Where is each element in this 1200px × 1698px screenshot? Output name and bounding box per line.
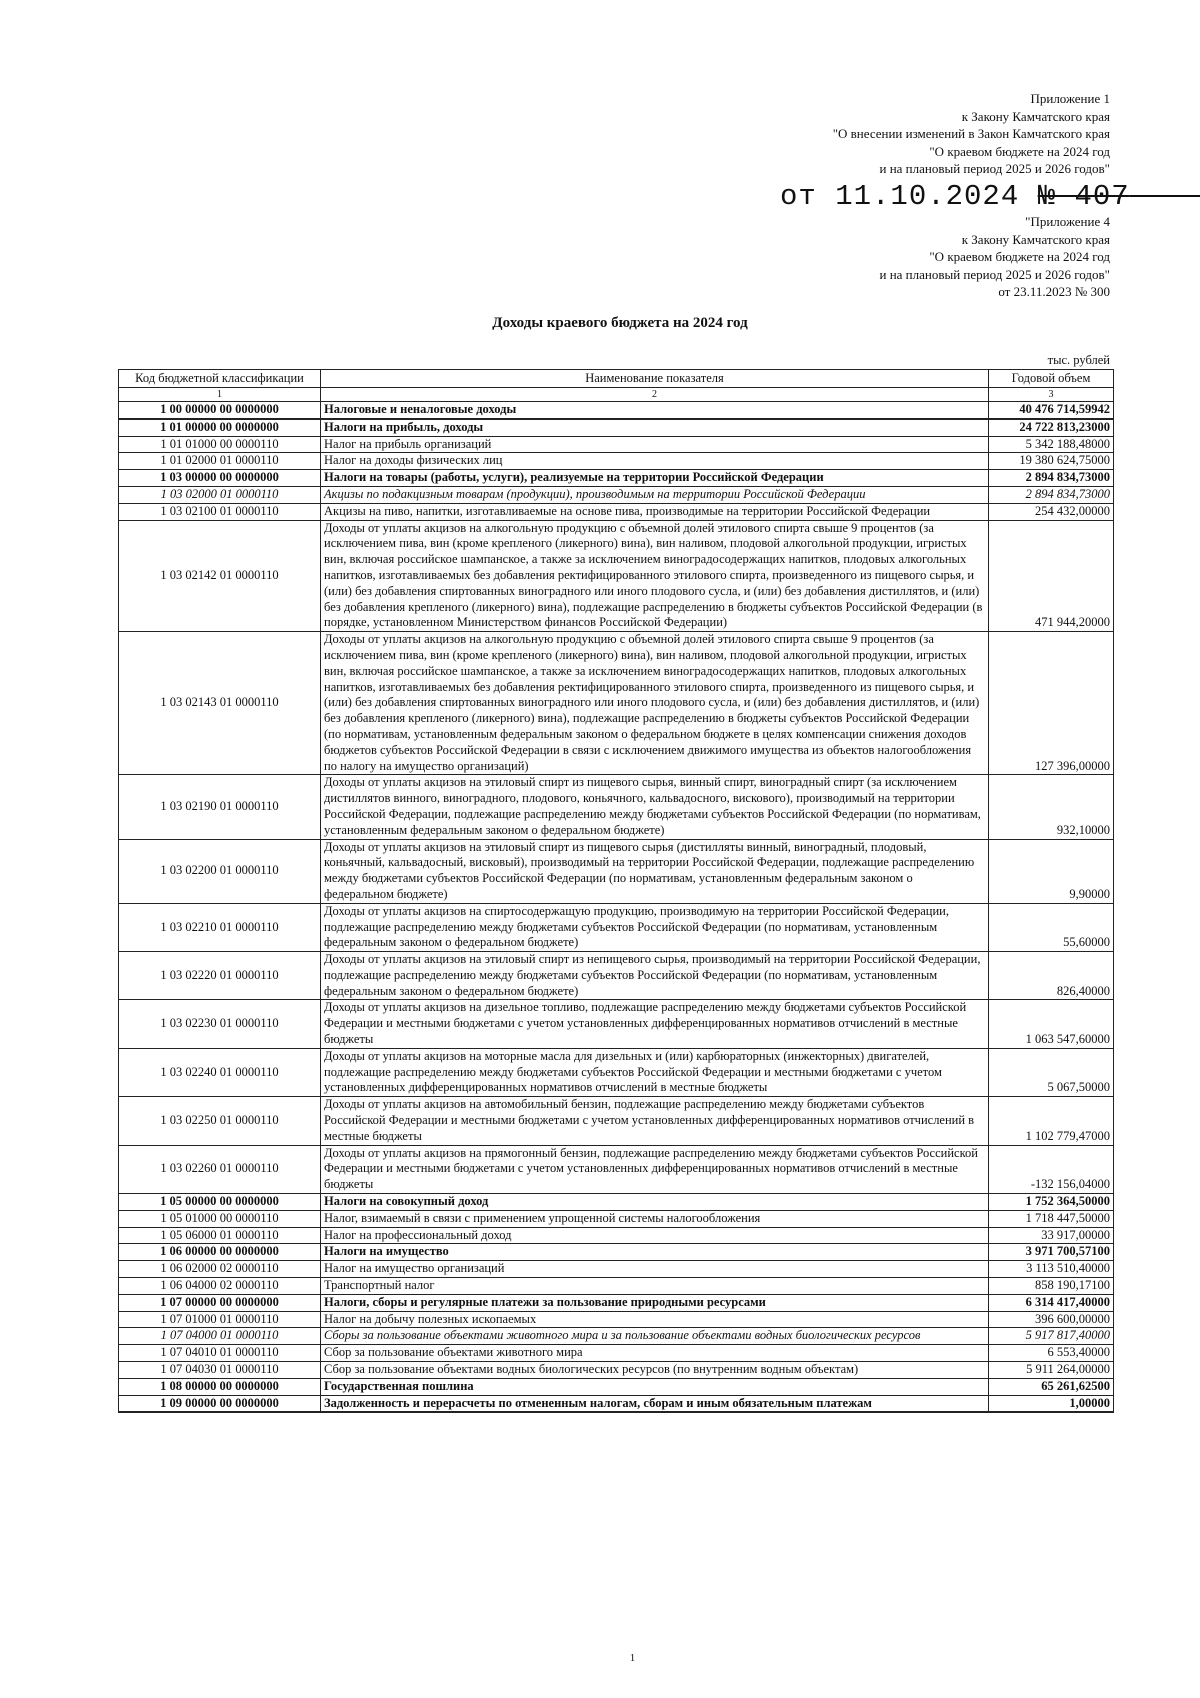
row-value: 65 261,62500 — [989, 1378, 1114, 1395]
table-row — [119, 503, 1114, 520]
table-row — [119, 419, 1114, 436]
table-header-row — [119, 370, 1114, 388]
table-row — [119, 1048, 1114, 1096]
table-row — [119, 952, 1114, 1000]
row-value: 1,00000 — [989, 1395, 1114, 1412]
header-line: Приложение 1 — [1030, 91, 1110, 106]
row-name: Задолженность и перерасчеты по отмененным налогам, сборам и иным обязательным платежам — [321, 1395, 989, 1412]
row-code: 1 03 02190 01 0000110 — [119, 775, 321, 839]
row-code: 1 01 01000 00 0000110 — [119, 436, 321, 453]
stamp-date: от 11.10.2024 — [780, 180, 1020, 213]
row-value: 1 102 779,47000 — [989, 1097, 1114, 1145]
table-row — [119, 1395, 1114, 1412]
row-name: Доходы от уплаты акцизов на автомобильный бензин, подлежащие распределению между бюджетами субъектов Российской Федерации и местными бюджетами с учетом установленных дифференцированных нормативов отчислений в местные бюджеты — [321, 1097, 989, 1145]
table-row — [119, 775, 1114, 839]
row-code: 1 06 02000 02 0000110 — [119, 1261, 321, 1278]
row-code: 1 03 02100 01 0000110 — [119, 503, 321, 520]
table-row — [119, 903, 1114, 951]
row-code: 1 03 02000 01 0000110 — [119, 486, 321, 503]
table-row — [119, 1362, 1114, 1379]
row-value: 1 063 547,60000 — [989, 1000, 1114, 1048]
row-name: Налог, взимаемый в связи с применением упрощенной системы налогообложения — [321, 1210, 989, 1227]
column-number: 3 — [989, 388, 1114, 402]
row-name: Налог на имущество организаций — [321, 1261, 989, 1278]
row-code: 1 07 00000 00 0000000 — [119, 1294, 321, 1311]
table-row — [119, 1261, 1114, 1278]
row-name: Доходы от уплаты акцизов на спиртосодержащую продукцию, производимую на территории Российской Федерации, подлежащие распределению между бюджетами субъектов Российской Федерации (по нормативам, установленным федеральным законом о федеральном бюджете) — [321, 903, 989, 951]
row-value: 858 190,17100 — [989, 1278, 1114, 1295]
column-number: 1 — [119, 388, 321, 402]
row-name: Доходы от уплаты акцизов на алкогольную продукцию с объемной долей этилового спирта свыше 9 процентов (за исключением пива, вин (кроме крепленого (ликерного) вина), вин наливом, плодовой алкогольной продукции, игристых вин, включая российское шампанское, а также за исключением виноградосодержащих напитков, плодовых алкогольных напитков, изготавливаемых без добавления ректифицированного этилового спирта, произведенного из пищевого сырья, и (или) без добавления спиртованных виноградного или иного плодового сусла, и (или) без добавления дистиллятов, и (или) без добавления крепленого (ликерного) вина), подлежащие распределению в бюджеты субъектов Российской Федерации (по нормативам, установленным федеральным законом о федеральном бюджете в целях компенсации снижения доходов бюджетов субъектов Российской Федерации в связи с исключением движимого имущества из объектов налогообложения по налогу на имущество организаций) — [321, 632, 989, 775]
row-value: 1 752 364,50000 — [989, 1194, 1114, 1211]
row-value: 5 911 264,00000 — [989, 1362, 1114, 1379]
row-name: Налоги на имущество — [321, 1244, 989, 1261]
date-stamp — [780, 180, 1200, 213]
header-line: к Закону Камчатского края — [961, 108, 1110, 124]
header-line: "О краевом бюджете на 2024 год — [929, 249, 1110, 264]
row-value: 1 718 447,50000 — [989, 1210, 1114, 1227]
table-row — [119, 436, 1114, 453]
row-value: 6 553,40000 — [989, 1345, 1114, 1362]
header-line: к Закону Камчатского края — [961, 231, 1110, 247]
row-name: Налоги на совокупный доход — [321, 1194, 989, 1211]
row-value: 127 396,00000 — [989, 632, 1114, 775]
stamp-strike-line — [1130, 180, 1200, 213]
row-code: 1 03 02250 01 0000110 — [119, 1097, 321, 1145]
row-name: Доходы от уплаты акцизов на этиловый спирт из непищевого сырья, производимый на территории Российской Федерации, подлежащие распределению между бюджетами субъектов Российской Федерации (по нормативам, установленным федеральным законом о федеральном бюджете) — [321, 952, 989, 1000]
row-name: Налоги на прибыль, доходы — [321, 419, 989, 436]
row-value: 2 894 834,73000 — [989, 486, 1114, 503]
table-row — [119, 1328, 1114, 1345]
row-name: Доходы от уплаты акцизов на дизельное топливо, подлежащие распределению между бюджетами субъектов Российской Федерации и местными бюджетами с учетом установленных дифференцированных нормативов отчислений в местные бюджеты — [321, 1000, 989, 1048]
row-name: Налог на добычу полезных ископаемых — [321, 1311, 989, 1328]
row-value: 396 600,00000 — [989, 1311, 1114, 1328]
row-name: Доходы от уплаты акцизов на прямогонный бензин, подлежащие распределению между бюджетами субъектов Российской Федерации и местными бюджетами с учетом установленных дифференцированных нормативов отчислений в местные бюджеты — [321, 1145, 989, 1193]
page-number: 1 — [629, 1652, 636, 1664]
budget-revenue-table — [118, 369, 1114, 1413]
row-name: Сбор за пользование объектами водных биологических ресурсов (по внутренним водным объектам) — [321, 1362, 989, 1379]
row-value: 55,60000 — [989, 903, 1114, 951]
row-code: 1 05 01000 00 0000110 — [119, 1210, 321, 1227]
row-value: 19 380 624,75000 — [989, 453, 1114, 470]
table-row — [119, 486, 1114, 503]
row-code: 1 01 00000 00 0000000 — [119, 419, 321, 436]
document-title: Доходы краевого бюджета на 2024 год — [492, 315, 748, 331]
row-code: 1 05 00000 00 0000000 — [119, 1194, 321, 1211]
table-row — [119, 1378, 1114, 1395]
header-line: от 23.11.2023 № 300 — [998, 284, 1110, 299]
row-code: 1 03 02142 01 0000110 — [119, 520, 321, 632]
row-value: 40 476 714,59942 — [989, 402, 1114, 419]
header-appendix-1 — [833, 90, 1110, 178]
header-line: и на плановый период 2025 и 2026 годов" — [879, 266, 1110, 282]
row-value: 254 432,00000 — [989, 503, 1114, 520]
header-line: и на плановый период 2025 и 2026 годов" — [879, 161, 1110, 176]
table-row — [119, 520, 1114, 632]
row-value: 5 067,50000 — [989, 1048, 1114, 1096]
row-name: Налог на прибыль организаций — [321, 436, 989, 453]
row-name: Доходы от уплаты акцизов на этиловый спирт из пищевого сырья (дистилляты винный, виноградный, плодовый, коньячный, кальвадосный, висковый), производимый на территории Российской Федерации, подлежащие распределению между бюджетами субъектов Российской Федерации (по нормативам, установленным федеральным законом о федеральном бюджете) — [321, 839, 989, 903]
unit-label: тыс. рублей — [1047, 353, 1110, 367]
table-row — [119, 402, 1114, 419]
row-value: 9,90000 — [989, 839, 1114, 903]
row-value: -132 156,04000 — [989, 1145, 1114, 1193]
row-value: 24 722 813,23000 — [989, 419, 1114, 436]
row-value: 3 113 510,40000 — [989, 1261, 1114, 1278]
row-name: Налоги на товары (работы, услуги), реализуемые на территории Российской Федерации — [321, 470, 989, 487]
row-code: 1 03 02220 01 0000110 — [119, 952, 321, 1000]
row-code: 1 07 04000 01 0000110 — [119, 1328, 321, 1345]
row-name: Налоги, сборы и регулярные платежи за пользование природными ресурсами — [321, 1294, 989, 1311]
header-value: Годовой объем — [989, 370, 1114, 388]
row-name: Акцизы по подакцизным товарам (продукции), производимым на территории Российской Федерации — [321, 486, 989, 503]
row-value: 826,40000 — [989, 952, 1114, 1000]
row-code: 1 00 00000 00 0000000 — [119, 402, 321, 419]
table-row — [119, 470, 1114, 487]
row-name: Налог на доходы физических лиц — [321, 453, 989, 470]
row-code: 1 05 06000 01 0000110 — [119, 1227, 321, 1244]
header-appendix-4 — [879, 213, 1110, 301]
row-code: 1 03 02240 01 0000110 — [119, 1048, 321, 1096]
row-code: 1 03 02210 01 0000110 — [119, 903, 321, 951]
row-value: 932,10000 — [989, 775, 1114, 839]
table-row — [119, 453, 1114, 470]
table-body — [119, 402, 1114, 1413]
row-name: Налог на профессиональный доход — [321, 1227, 989, 1244]
row-value: 5 917 817,40000 — [989, 1328, 1114, 1345]
row-code: 1 03 02143 01 0000110 — [119, 632, 321, 775]
row-code: 1 03 02200 01 0000110 — [119, 839, 321, 903]
table-row — [119, 1145, 1114, 1193]
row-code: 1 07 01000 01 0000110 — [119, 1311, 321, 1328]
table-row — [119, 1227, 1114, 1244]
row-name: Транспортный налог — [321, 1278, 989, 1295]
row-code: 1 03 02230 01 0000110 — [119, 1000, 321, 1048]
table-row — [119, 1311, 1114, 1328]
table-row — [119, 1345, 1114, 1362]
row-code: 1 08 00000 00 0000000 — [119, 1378, 321, 1395]
row-value: 6 314 417,40000 — [989, 1294, 1114, 1311]
row-value: 3 971 700,57100 — [989, 1244, 1114, 1261]
row-name: Доходы от уплаты акцизов на алкогольную продукцию с объемной долей этилового спирта свыше 9 процентов (за исключением пива, вин (кроме крепленого (ликерного) вина), вин наливом, плодовой алкогольной продукции, игристых вин, включая российское шампанское, а также за исключением виноградосодержащих напитков, плодовых алкогольных напитков, изготавливаемых без добавления ректифицированного этилового спирта, произведенного из пищевого сырья, и (или) без добавления спиртованных виноградного или иного плодового сусла, и (или) без добавления дистиллятов, и (или) без добавления крепленого (ликерного) вина), подлежащие распределению в бюджеты субъектов Российской Федерации (в порядке, установленном Министерством финансов Российской Федерации) — [321, 520, 989, 632]
row-name: Государственная пошлина — [321, 1378, 989, 1395]
row-code: 1 03 00000 00 0000000 — [119, 470, 321, 487]
row-name: Налоговые и неналоговые доходы — [321, 402, 989, 419]
column-number-row — [119, 388, 1114, 402]
table-row — [119, 1210, 1114, 1227]
row-name: Акцизы на пиво, напитки, изготавливаемые на основе пива, производимые на территории Российской Федерации — [321, 503, 989, 520]
header-line: "О краевом бюджете на 2024 год — [929, 143, 1110, 159]
table-row — [119, 1000, 1114, 1048]
table-row — [119, 1194, 1114, 1211]
row-code: 1 01 02000 01 0000110 — [119, 453, 321, 470]
table-row — [119, 1278, 1114, 1295]
row-code: 1 03 02260 01 0000110 — [119, 1145, 321, 1193]
stamp-number: № 407 — [1037, 180, 1130, 213]
row-name: Сбор за пользование объектами животного мира — [321, 1345, 989, 1362]
row-code: 1 06 00000 00 0000000 — [119, 1244, 321, 1261]
row-code: 1 07 04030 01 0000110 — [119, 1362, 321, 1379]
table-row — [119, 632, 1114, 775]
table-row — [119, 1244, 1114, 1261]
row-value: 5 342 188,48000 — [989, 436, 1114, 453]
row-name: Сборы за пользование объектами животного мира и за пользование объектами водных биологических ресурсов — [321, 1328, 989, 1345]
header-code: Код бюджетной классификации — [119, 370, 321, 388]
row-value: 2 894 834,73000 — [989, 470, 1114, 487]
row-name: Доходы от уплаты акцизов на моторные масла для дизельных и (или) карбюраторных (инжекторных) двигателей, подлежащие распределению между бюджетами субъектов Российской Федерации и местными бюджетами с учетом установленных дифференцированных нормативов отчислений в местные бюджеты — [321, 1048, 989, 1096]
row-value: 33 917,00000 — [989, 1227, 1114, 1244]
table-row — [119, 1294, 1114, 1311]
header-line: "О внесении изменений в Закон Камчатского края — [832, 126, 1110, 141]
row-code: 1 07 04010 01 0000110 — [119, 1345, 321, 1362]
table-row — [119, 839, 1114, 903]
header-name: Наименование показателя — [321, 370, 989, 388]
row-name: Доходы от уплаты акцизов на этиловый спирт из пищевого сырья, винный спирт, виноградный спирт (за исключением дистиллятов винного, виноградного, плодового, коньячного, кальвадосного, вискового), производимый на территории Российской Федерации, подлежащие распределению между бюджетами субъектов Российской Федерации (по нормативам, установленным федеральным законом о федеральном бюджете) — [321, 775, 989, 839]
table-row — [119, 1097, 1114, 1145]
row-code: 1 06 04000 02 0000110 — [119, 1278, 321, 1295]
row-code: 1 09 00000 00 0000000 — [119, 1395, 321, 1412]
column-number: 2 — [321, 388, 989, 402]
row-value: 471 944,20000 — [989, 520, 1114, 632]
header-line: "Приложение 4 — [1025, 214, 1110, 229]
